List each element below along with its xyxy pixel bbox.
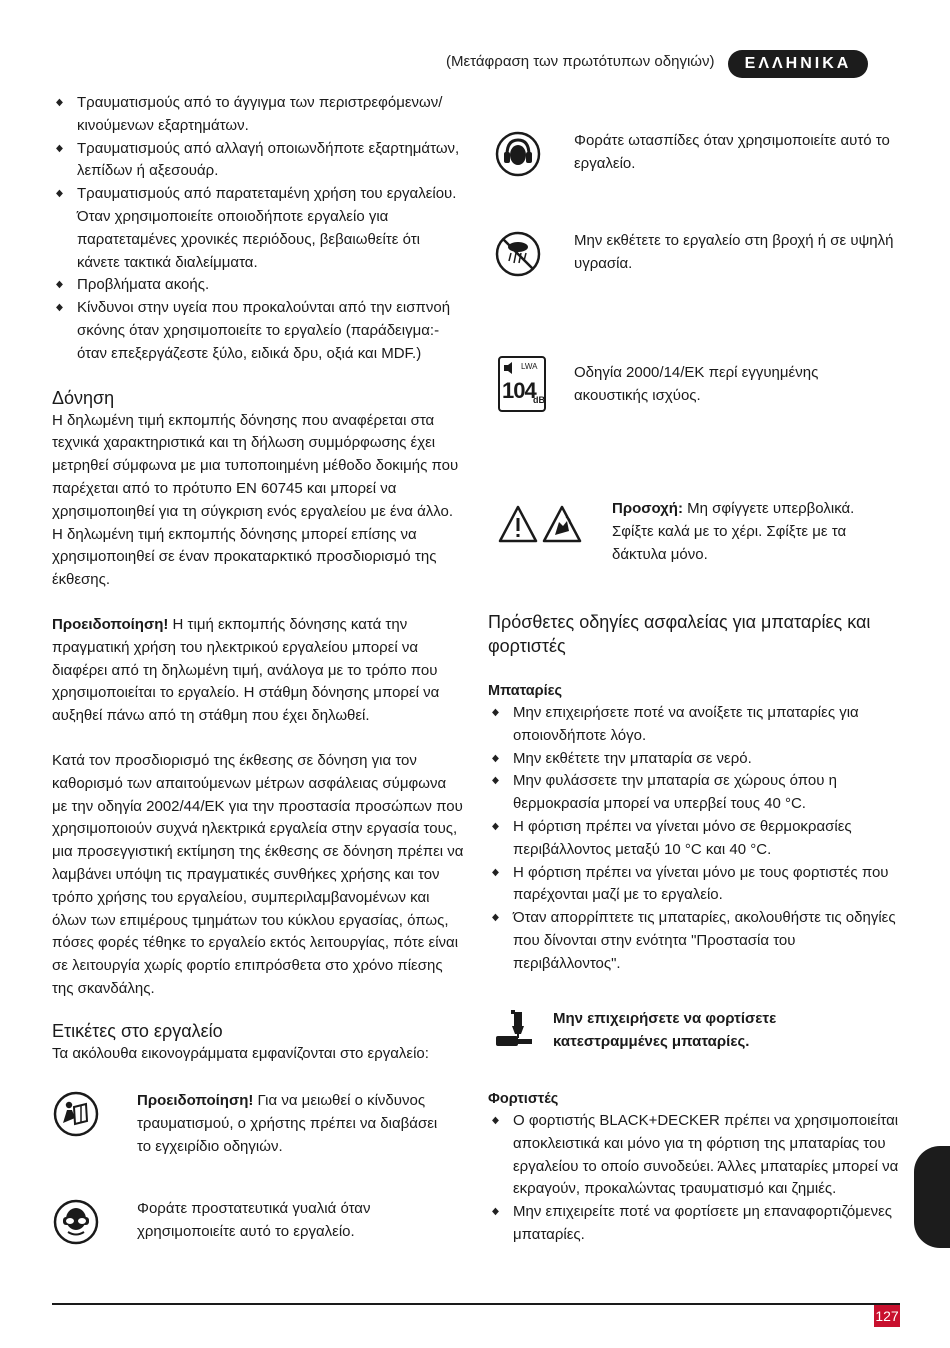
warning-triangle-icon [498, 504, 538, 548]
ear-label-text: Φοράτε ωτασπίδες όταν χρησιμοποιείτε αυτό το εργαλείο. [574, 132, 890, 172]
list-item: ◆ Μην φυλάσσετε την μπαταρία σε χώρους όπου η θερμοκρασία μπορεί να υπερβεί τους 40 °C. [488, 770, 900, 816]
batteries-list [488, 702, 900, 976]
risk-list [52, 92, 464, 366]
rain-label-text: Μην εκθέτετε το εργαλείο στη βροχή ή σε υψηλή υγρασία. [574, 232, 894, 272]
warning-label: Προειδοποίηση! [52, 615, 169, 633]
tighten-desc: Μη σφίγγετε υπερβολικά. Σφίξτε καλά με το χέρι. Σφίξτε με τα δάκτυλα μόνο. [612, 500, 855, 563]
battery-section-heading: Πρόσθετες οδηγίες ασφαλείας για μπαταρίες και φορτιστές [488, 612, 871, 656]
list-item: ◆ Η φόρτιση πρέπει να γίνεται μόνο σε θερμοκρασίες περιβάλλοντος μεταξύ 10 °C και 40 °C. [488, 816, 900, 862]
page-number: 127 [874, 1305, 900, 1327]
safety-goggles-icon [52, 1198, 100, 1246]
vibration-paragraph: Η δηλωμένη τιμή εκπομπής δόνησης που αναφέρεται στα τεχνικά χαρακτηριστικά και τη δήλωση συμμόρφωσης έχει μετρηθεί σύμφωνα με μια τυποποιημένη μέθοδο δοκιμής που παρέχεται από το πρότυπο EN 60745 και μπορεί να χρησιμοποιηθεί για τη σύγκριση ενός εργαλείου με ένα άλλο. Η δηλωμένη τιμή εκπομπής δόνησης μπορεί επίσης να χρησιμοποιηθεί σε έναν προκαταρκτικό προσδιορισμό της έκθεσης. [52, 411, 459, 589]
vibration-heading: Δόνηση [52, 387, 115, 408]
rain-label-row [494, 230, 894, 278]
lwa-label-text: Οδηγία 2000/14/ΕΚ περί εγγυημένης ακουστικής ισχύος. [574, 364, 819, 404]
lwa-unit: dB [533, 395, 545, 405]
list-item: ◆ Μην εκθέτετε την μπαταρία σε νερό. [488, 748, 900, 771]
chargers-list [488, 1110, 900, 1247]
language-badge: ΕΛΛΗΝΙΚΑ [728, 50, 868, 78]
batteries-heading: Μπαταρίες [488, 683, 563, 699]
list-item: ◆ Τραυματισμούς από παρατεταμένη χρήση του εργαλείου. Όταν χρησιμοποιείτε οποιοδήποτε εργαλείο για παρατεταμένες χρονικές περιόδους, βεβαιωθείτε ότι κάνετε τακτικά διαλείμματα. [52, 183, 464, 274]
labels-intro: Τα ακόλουθα εικονογράμματα εμφανίζονται στο εργαλείο: [52, 1044, 429, 1062]
damaged-battery-row [494, 1008, 853, 1054]
section-tab [914, 1146, 950, 1248]
list-item: ◆ Τραυματισμούς από αλλαγή οποιωνδήποτε εξαρτημάτων, λεπίδων ή αξεσουάρ. [52, 138, 464, 184]
ear-label-row [494, 130, 894, 178]
manual-label-row [52, 1090, 447, 1158]
header-subtitle: (Μετάφραση των πρωτότυπων οδηγιών) [446, 53, 715, 70]
left-column [52, 92, 464, 1065]
goggles-label-row [52, 1198, 437, 1246]
labels-heading: Ετικέτες στο εργαλείο [52, 1020, 223, 1041]
lwa-label-row [498, 356, 894, 412]
chargers-heading: Φορτιστές [488, 1091, 559, 1107]
vibration-warning [52, 614, 464, 728]
goggles-label-text: Φοράτε προστατευτικά γυαλιά όταν χρησιμοποιείτε αυτό το εργαλείο. [137, 1200, 371, 1240]
manual-bold: Προειδοποίηση! [137, 1092, 254, 1109]
lwa-label: LWA [521, 362, 538, 371]
damaged-battery-text: Μην επιχειρήσετε να φορτίσετε κατεστραμμένες μπαταρίες. [553, 1010, 777, 1050]
manual-desc: Για να μειωθεί ο κίνδυνος τραυματισμού, ο χρήστης πρέπει να διαβάσει το εγχειρίδιο οδηγιών. [137, 1092, 438, 1155]
manual-label-text [137, 1090, 447, 1158]
list-item: ◆ Μην επιχειρήσετε ποτέ να ανοίξετε τις μπαταρίες για οποιονδήποτε λόγο. [488, 702, 900, 748]
no-charge-damaged-battery-icon [494, 1008, 538, 1052]
list-item: ◆ Τραυματισμούς από το άγγιγμα των περιστρεφόμενων/ κινούμενων εξαρτημάτων. [52, 92, 464, 138]
sound-power-badge [498, 356, 546, 412]
list-item: ◆ Κίνδυνοι στην υγεία που προκαλούνται από την εισπνοή σκόνης όταν χρησιμοποιείτε το εργαλείο (παράδειγμα:- όταν επεξεργάζεστε ξύλο, ειδικά δρυ, οξιά και MDF.) [52, 297, 464, 365]
tighten-bold: Προσοχή: [612, 500, 683, 517]
list-item: ◆ Όταν απορρίπτετε τις μπαταρίες, ακολουθήστε τις οδηγίες που δίνονται στην ενότητα "Προστασία του περιβάλλοντος". [488, 907, 900, 975]
tighten-label-text [612, 498, 882, 566]
chargers-section [488, 1088, 900, 1247]
list-item: ◆ Η φόρτιση πρέπει να γίνεται μόνο με τους φορτιστές που παρέχονται μαζί με το εργαλείο. [488, 862, 900, 908]
list-item: ◆ Ο φορτιστής BLACK+DECKER πρέπει να χρησιμοποιείται αποκλειστικά και μόνο για τη φόρτιση της μπαταρίας του εργαλείου το οποίο συνοδεύει. Άλλες μπαταρίες μπορεί να εκραγούν, προκαλώντας τραυματισμό και ζημιές. [488, 1110, 900, 1201]
lwa-value: 104 [502, 378, 536, 403]
tighten-label-row [498, 498, 882, 566]
footer-divider [52, 1303, 900, 1305]
exposure-paragraph: Κατά τον προσδιορισμό της έκθεσης σε δόνηση για τον καθορισμό των απαιτούμενων μέτρων ασφάλειας σύμφωνα με την οδηγία 2002/44/ΕΚ για την προστασία προσώπων που χρησιμοποιούν συχνά ηλεκτρικά εργαλεία στην εργασία τους, μια προσεγγιστική εκτίμηση της έκθεσης σε δόνηση πρέπει να λαμβάνει υπόψη τις πραγματικές συνθήκες χρήσης και τον τρόπο χρήσης του εργαλείου, συμπεριλαμβανομένων και όλων των επιμέρους τμημάτων του κύκλου εργασίας, όπως, πόσες φορές τέθηκε το εργαλείο εκτός λειτουργίας, πότε είναι σε λειτουργία χωρίς φορτίο επιπρόσθετα στο χρόνο πίεσης της σκανδάλης. [52, 751, 464, 997]
warning-text: Η τιμή εκπομπής δόνησης κατά την πραγματική χρήση του ηλεκτρικού εργαλείου μπορεί να διαφέρει από τη δηλωμένη τιμή, ανάλογα με το τρόπο που χρησιμοποιείται το εργαλείο. Η στάθμη δόνησης μπορεί να αυξηθεί πάνω από τη στάθμη που έχει δηλωθεί. [52, 615, 440, 725]
list-item: ◆ Μην επιχειρείτε ποτέ να φορτίσετε μη επαναφορτιζόμενες μπαταρίες. [488, 1201, 900, 1247]
read-manual-icon [52, 1090, 100, 1138]
hand-tighten-icon [542, 504, 582, 548]
battery-section [488, 610, 900, 976]
no-rain-icon [494, 230, 542, 278]
list-item: ◆ Προβλήματα ακοής. [52, 274, 464, 297]
ear-protection-icon [494, 130, 542, 178]
